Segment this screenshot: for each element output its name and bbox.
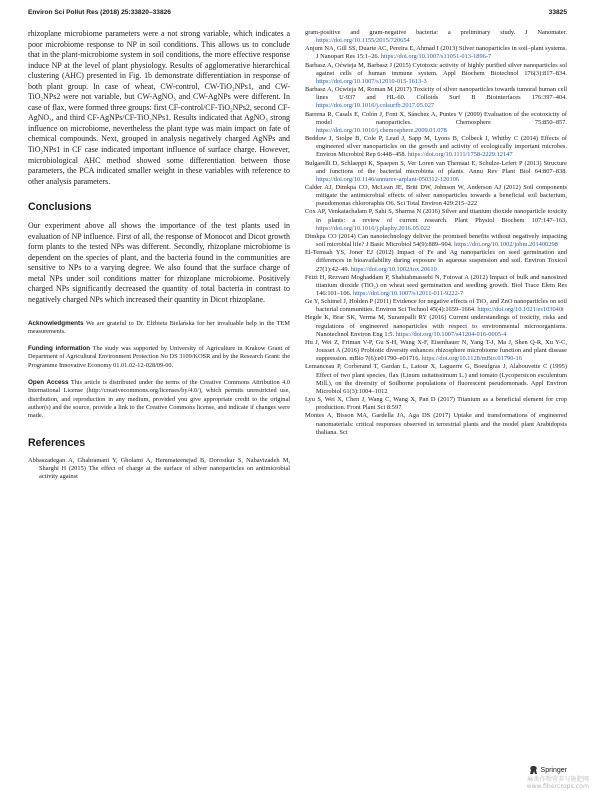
springer-horse-icon xyxy=(529,765,538,775)
reference-item xyxy=(305,62,567,86)
acknowledgments-text: We are grateful to Dr. Elżbieta Bielańska for her invaluable help in the TEM measurements. xyxy=(28,319,290,335)
results-paragraph: rhizoplane microbiome parameters were a not strong variable, which indicates a poor microbiome response to NP in soil conditions. This allows us to conclude that in the plant-microbiome system in soil conditions, the more effective response induce NP at the level of plant physiology. Results of agglomerative hierarchical clustering (AHC) presented in Fig. 1b demonstrate differentiation in response of both plant group. In case of wheat, CW-control, CW-TiO₂NPs1, and CW-TiO₂NPs2 were not variable, but CW-AgNO₃ and CW-AgNPs were different. In case of flax, were formed three groups: first CF-control/CF-TiO₂NPs2, second CF-AgNO₃, and third CF-AgNPs/CF-TiO₂NPs1. Results indicated that AgNO₃ strong influence on microbiome, nevertheless the plant type was main impact on fate of chemical compounds. Next, grouped in analysis negatively charged AgNPs and TiO₂NPs1 in CF case indicated important influence of surface charge. However, microbiological AHC method showed some differentiation between those parameters, the PCA indicated smaller weight in these variables with reference to other analysis parameters. xyxy=(28,29,290,186)
reference-item xyxy=(305,160,567,184)
reference-doi-link[interactable]: https://doi.org/10.1146/annurev-arplant-050312-120106 xyxy=(316,175,460,183)
open-access-note xyxy=(28,379,290,420)
reference-item xyxy=(305,86,567,110)
reference-text: Hu J, Wei Z, Friman V-P, Gu S-H, Wang X-F, Eisenhauer N, Yang T-J, Ma J, Shen Q-R, Xu Y-C, Jousset A (2016) Probiotic diversity enhances rhizosphere microbiome function and plant disease suppression. mBio 7(6):e01790–e01716. xyxy=(305,338,567,363)
open-access-text: This article is distributed under the terms of the Creative Commons Attribution 4.0 International License (http://creativecommons.org/licenses/by/4.0/), which permits unrestricted use, distribution, and reproduction in any medium, provided you give appropriate credit to the original author(s) and the source, provide a link to the Creative Commons license, and indicate if changes were made. xyxy=(28,379,291,420)
acknowledgments-heading: Acknowledgments xyxy=(28,319,84,327)
reference-doi-link[interactable]: https://doi.org/10.1007/s12011-011-9222-7 xyxy=(352,290,464,297)
watermark-line-1: 麻类作物营养与施肥网 xyxy=(527,776,589,783)
reference-doi-link[interactable]: https://doi.org/10.1007/s12010-015-1613-3 xyxy=(316,77,427,85)
reference-item xyxy=(305,29,567,45)
reference-item xyxy=(305,339,567,363)
journal-citation: Environ Sci Pollut Res (2018) 25:33820–33826 xyxy=(28,9,171,16)
reference-text: Barbasz A, Oćwieja M, Barbasz J (2015) Cytotoxic activity of highly purified silver nanoparticles sol against cells of human immune system. Appl Biochem Biotechnol 176(3):817–834. xyxy=(305,61,567,77)
reference-doi-link[interactable]: https://doi.org/10.1128/mBio.01790-16 xyxy=(421,355,522,363)
reference-doi-link[interactable]: https://doi.org/10.1002/tox.20610 xyxy=(350,265,437,273)
reference-text: Feizi H, Rezvani Moghaddam P, Shahtahmassebi N, Fotovat A (2012) Impact of bulk and nanosized titanium dioxide (TiO₂) on wheat seed germination and seedling growth. Biol Trace Elem Res 146:101–106. xyxy=(305,273,567,297)
reference-doi-link[interactable]: https://doi.org/10.1021/es103040t xyxy=(477,306,564,314)
reference-text: Dimkpa CO (2014) Can nanotechnology deliver the promised benefits without negatively impacting soil microbial life? J Basic Microbiol 54(9):889–904. xyxy=(305,232,567,249)
reference-doi-link[interactable]: https://doi.org/10.1007/s41204-016-0005-4 xyxy=(395,330,507,338)
reference-text: Cox AP, Venkatachalam P, Sahi S, Sharma N (2016) Silver and titanium dioxide nanoparticle toxicity in plants: a review of current research. Plant Physiol Biochem 107:147–163. xyxy=(305,208,567,224)
reference-item xyxy=(305,412,567,436)
running-header xyxy=(28,9,567,21)
conclusions-heading: Conclusions xyxy=(28,201,92,214)
open-access-heading: Open Access xyxy=(28,379,69,387)
reference-item xyxy=(305,135,567,159)
reference-text: Montes A, Bisson MA, Gardella JA, Aga DS (2017) Uptake and transformations of engineered nanomaterials: critical responses observed in terrestrial plants and the model plant Arabidopsis thaliana. Sci xyxy=(305,412,567,436)
funding-text: The study was supported by University of Agriculture in Krakow Grant of Department of Agricultural Environment Protection No DS 3109/KOSR and by the Research Grant: the Programme Innovative Economy 01.01.02-12-028/09-00. xyxy=(28,345,290,369)
reference-item xyxy=(305,233,567,249)
left-column xyxy=(28,29,290,481)
reference-text: Barbasz A, Oćwieja M, Roman M (2017) Toxicity of silver nanoparticles towards tumoral human cell lines U-937 and HL-60. Colloids Surf B Biointerfaces 176:397–404. xyxy=(305,86,567,102)
reference-item xyxy=(305,249,567,273)
reference-item: Abbaszadegan A, Ghahramani Y, Gholami A, Hemmateenejad B, Dorostkar S, Nabavizadeh M, Sharghi H (2015) The effect of charge at the surface of silver nanoparticles on antimicrobial activity against xyxy=(28,456,290,480)
reference-text: Hegde K, Brar SK, Verma M, Surampalli RY (2016) Current understandings of toxicity, risks and regulations of engineered nanoparticles with respect to environmental microorganisms. Nanotechnol Environ Eng 1:5. xyxy=(305,314,567,338)
reference-doi-link[interactable]: https://doi.org/10.1016/j.chemosphere.2009.01.078 xyxy=(316,126,447,134)
reference-text: Lemanceau P, Corberand T, Gardan L, Latour X, Laguerre G, Boeufgras J, Alabouvette C (1995) Effect of two plant species, flax (Linum usitatissimum L.) and tomato (Lycopersicon esculentum Mill.), on the diversity of Soilborne populations of fluorescent pseudomonads. Appl Environ Microbiol 61(3):1004–1012 xyxy=(305,363,567,395)
reference-text: Lyu S, Wei X, Chen J, Wang C, Wang X, Pan D (2017) Titanium as a beneficial element for crop production. Front Plant Sci 8:597 xyxy=(305,396,567,412)
reference-text: El-Temsah YS, Joner EJ (2012) Impact of Fe and Ag nanoparticles on seed germination and differences in bioavailability during exposure in aqueous suspension and soil. Environ Toxicol 27(1):42–49. xyxy=(305,249,567,273)
reference-text: Bulgarelli D, Schlaeppi K, Spaepen S, Ver Loren van Themaat E, Schulze-Lefert P (2013) Structure and functions of the bacterial microbiota of plants. Annu Rev Plant Biol 64:807–838. xyxy=(305,159,567,175)
reference-text: Beddow J, Stolpe B, Cole P, Lead J, Sapp M, Lyons B, Colbeck I, Whitby C (2014) Effects of engineered silver nanoparticles on the growth and activity of ecologically important microbes. Environ Microbiol Rep 6:448–458. xyxy=(305,135,567,159)
page-number: 33825 xyxy=(548,9,567,16)
reference-doi-link[interactable]: https://doi.org/10.1111/1758-2229.12147 xyxy=(407,151,513,159)
watermark-line-2: www.fibercrops.com xyxy=(526,783,589,790)
funding-information xyxy=(28,345,290,370)
funding-heading: Funding information xyxy=(28,345,91,353)
reference-item xyxy=(305,274,567,298)
reference-item xyxy=(305,45,567,61)
reference-item xyxy=(305,363,567,396)
reference-text: Anjum NA, Gill SS, Duarte AC, Pereira E, Ahmad I (2013) Silver nanoparticles in soil–plant systems. J Nanopart Res 15:1–26. xyxy=(305,45,567,61)
reference-text: Calder AJ, Dimkpa CO, McLean JE, Britt DW, Johnson W, Anderson AJ (2012) Soil components mitigate the antimicrobial effects of silver nanoparticles towards a beneficial soil bacterium, pseudomonas chlororaphis O6. Sci Total Environ 429:215–222 xyxy=(305,183,567,208)
reference-doi-link[interactable]: https://doi.org/10.1016/j.colsurfb.2017.05.027 xyxy=(316,102,435,110)
reference-item xyxy=(305,184,567,208)
reference-doi-link[interactable]: https://doi.org/10.1002/jobm.201400298 xyxy=(454,241,558,249)
reference-item xyxy=(305,298,567,314)
acknowledgments xyxy=(28,320,290,337)
reference-text: Ge Y, Schimel J, Holden P (2011) Evidence for negative effects of TiO₂ and ZnO nanoparticles on soil bacterial communities. Environ Sci Technol 45(4):1659–1664. xyxy=(305,298,567,314)
reference-item xyxy=(305,314,567,338)
reference-item xyxy=(305,396,567,412)
right-column-references xyxy=(305,29,567,437)
reference-item xyxy=(305,111,567,135)
reference-text: Barrena R, Casals E, Colón J, Font X, Sánchez A, Puntes V (2009) Evaluation of the ecotoxicity of model nanoparticles. Chemosphere 75:850–857. xyxy=(305,110,567,126)
site-watermark xyxy=(526,776,589,790)
publisher-name: Springer xyxy=(540,766,567,774)
publisher-footer xyxy=(529,765,567,775)
conclusions-paragraph: Our experiment above all shows the importance of the test plants used in evaluation of NP influence. First of all, the response of Monocot and Dicot growth form plants to the tested NPs was different. Secondly, rhizoplane microbiome is dependent on the species of plant, and the bacteria found in the communities are sensitive to NPs to a varying degree. We also found that the surface charge of metal NPs under soil conditions matter for rhizoplane microbiome. Positively charged NPs significantly decreased the quantity of total bacteria in contrast to negatively charged NPs which increased their quantity in Dicot rhizoplane. xyxy=(28,221,290,305)
reference-doi-link[interactable]: https://doi.org/10.1016/j.plaphy.2016.05.022 xyxy=(316,224,431,232)
reference-text: gram-positive and gram-negative bacteria: a preliminary study. J Nanomater. xyxy=(305,29,567,36)
reference-doi-link[interactable]: https://doi.org/10.1007/s11051-013-1896-7 xyxy=(380,53,492,61)
reference-doi-link[interactable]: https://doi.org/10.1155/2015/720654 xyxy=(316,37,410,45)
references-heading: References xyxy=(28,436,86,449)
reference-item xyxy=(305,208,567,232)
